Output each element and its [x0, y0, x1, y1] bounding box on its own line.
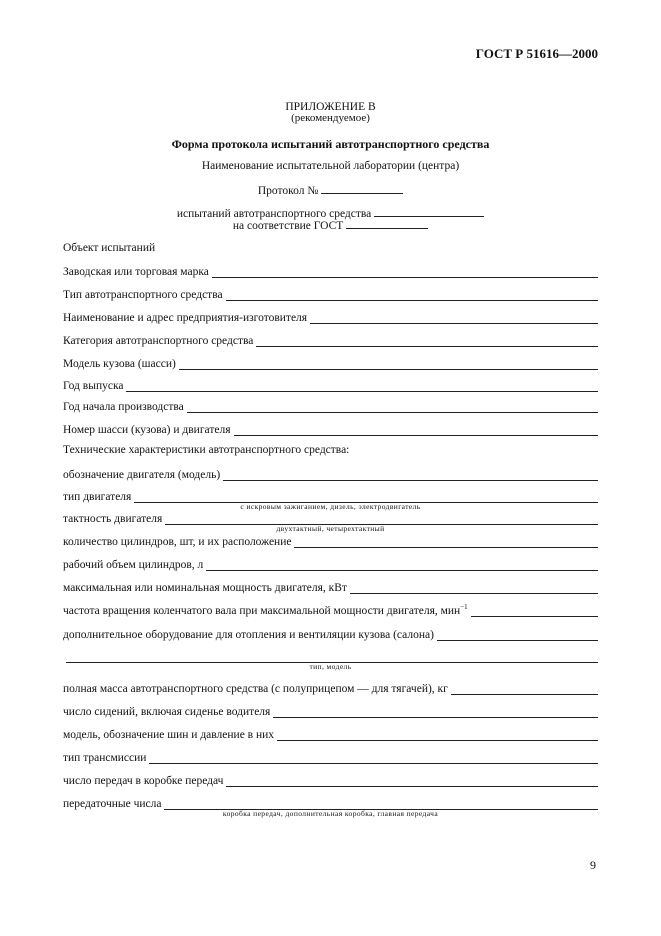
fill-in-line[interactable] — [234, 425, 598, 436]
fill-in-line[interactable] — [223, 470, 598, 481]
field-label: рабочий объем цилиндров, л — [63, 559, 204, 571]
protocol-number-field[interactable] — [321, 183, 403, 194]
form-title: Форма протокола испытаний автотранспортного средства — [171, 137, 490, 151]
field-label: обозначение двигателя (модель) — [63, 469, 221, 481]
field-label: число передач в коробке передач — [63, 775, 224, 787]
appendix-title: ПРИЛОЖЕНИЕ В — [285, 101, 376, 113]
field-label: тип трансмиссии — [63, 752, 147, 764]
form-field-row — [63, 333, 598, 347]
fill-in-line[interactable] — [212, 267, 598, 278]
fill-in-line[interactable] — [187, 402, 598, 413]
field-label: число сидений, включая сиденье водителя — [63, 706, 271, 718]
form-field-row — [63, 796, 598, 810]
field-label: количество цилиндров, шт, и их расположение — [63, 536, 292, 548]
fill-in-line[interactable] — [126, 381, 598, 392]
protocol-number-line — [0, 183, 661, 197]
fill-in-line[interactable] — [256, 336, 598, 347]
form-field-row — [63, 378, 598, 392]
form-field-row — [63, 422, 598, 436]
fill-in-line[interactable] — [471, 606, 598, 617]
field-label: максимальная или номинальная мощность двигателя, кВт — [63, 582, 347, 594]
form-field-row — [63, 511, 598, 525]
object-heading: Объект испытаний — [63, 242, 156, 254]
field-label: Номер шасси (кузова) и двигателя — [63, 424, 231, 436]
field-caption: двухтактный, четырехтактный — [276, 524, 385, 533]
form-field-row — [63, 264, 598, 278]
gost-label: на соответствие ГОСТ — [232, 220, 344, 232]
field-label: Модель кузова (шасси) — [63, 358, 176, 370]
vehicle-field[interactable] — [374, 206, 484, 217]
field-label: тип двигателя — [63, 491, 132, 503]
form-field-row — [63, 310, 598, 324]
superscript: −1 — [460, 603, 468, 612]
fill-in-line[interactable] — [206, 560, 598, 571]
form-field-row — [63, 489, 598, 503]
form-field-row — [63, 580, 598, 594]
form-field-row — [63, 557, 598, 571]
field-label: передаточные числа — [63, 798, 162, 810]
form-field-row — [63, 627, 598, 641]
form-field-row — [63, 534, 598, 548]
form-field-row — [63, 399, 598, 413]
lab-name: Наименование испытательной лаборатории (центра) — [201, 160, 460, 172]
field-caption: тип, модель — [309, 662, 352, 671]
field-label: Наименование и адрес предприятия-изготовителя — [63, 312, 308, 324]
form-field-row — [63, 704, 598, 718]
field-label: модель, обозначение шин и давление в них — [63, 729, 275, 741]
fill-in-line[interactable] — [226, 776, 598, 787]
fill-in-line[interactable] — [350, 583, 598, 594]
field-caption: коробка передач, дополнительная коробка, главная передача — [222, 809, 439, 818]
fill-in-line[interactable] — [310, 313, 598, 324]
field-label: тактность двигателя — [63, 513, 163, 525]
field-label: Год начала производства — [63, 401, 184, 413]
form-field-row — [63, 727, 598, 741]
field-label: частота вращения коленчатого вала при максимальной мощности двигателя, мин$^{-1}$ — [63, 603, 468, 617]
fill-in-line[interactable] — [179, 359, 598, 370]
field-label: Категория автотранспортного средства — [63, 335, 254, 347]
form-field-row — [63, 356, 598, 370]
fill-in-line[interactable] — [451, 684, 598, 695]
fill-in-line[interactable] — [437, 630, 598, 641]
field-caption: с искровым зажиганием, дизель, электродвигатель — [240, 502, 421, 511]
field-label: полная масса автотранспортного средства (с полуприцепом — для тягачей), кг — [63, 683, 448, 695]
fill-in-line[interactable] — [149, 753, 598, 764]
standard-number: ГОСТ Р 51616—2000 — [475, 46, 598, 61]
tests-label: испытаний автотранспортного средства — [176, 208, 372, 220]
field-label: Тип автотранспортного средства — [63, 289, 223, 301]
page-number: 9 — [590, 858, 596, 872]
field-label: дополнительное оборудование для отопления и вентиляции кузова (салона) — [63, 629, 434, 641]
fill-in-line[interactable] — [294, 537, 598, 548]
fill-in-line[interactable] — [226, 290, 598, 301]
tech-heading: Технические характеристики автотранспортного средства: — [63, 444, 350, 456]
fill-in-line[interactable] — [277, 730, 598, 741]
protocol-label: Протокол № — [257, 185, 319, 197]
form-field-row — [63, 750, 598, 764]
field-label: Заводская или торговая марка — [63, 266, 209, 278]
fill-in-line[interactable] — [273, 707, 598, 718]
form-field-row — [63, 649, 598, 663]
gost-field[interactable] — [346, 218, 428, 229]
form-field-row — [63, 681, 598, 695]
form-field-row — [63, 287, 598, 301]
form-field-row — [63, 773, 598, 787]
gost-line — [0, 218, 661, 232]
field-label: Год выпуска — [63, 380, 124, 392]
appendix-note: (рекомендуемое) — [291, 112, 370, 124]
form-field-row — [63, 467, 598, 481]
form-field-row — [63, 603, 598, 617]
